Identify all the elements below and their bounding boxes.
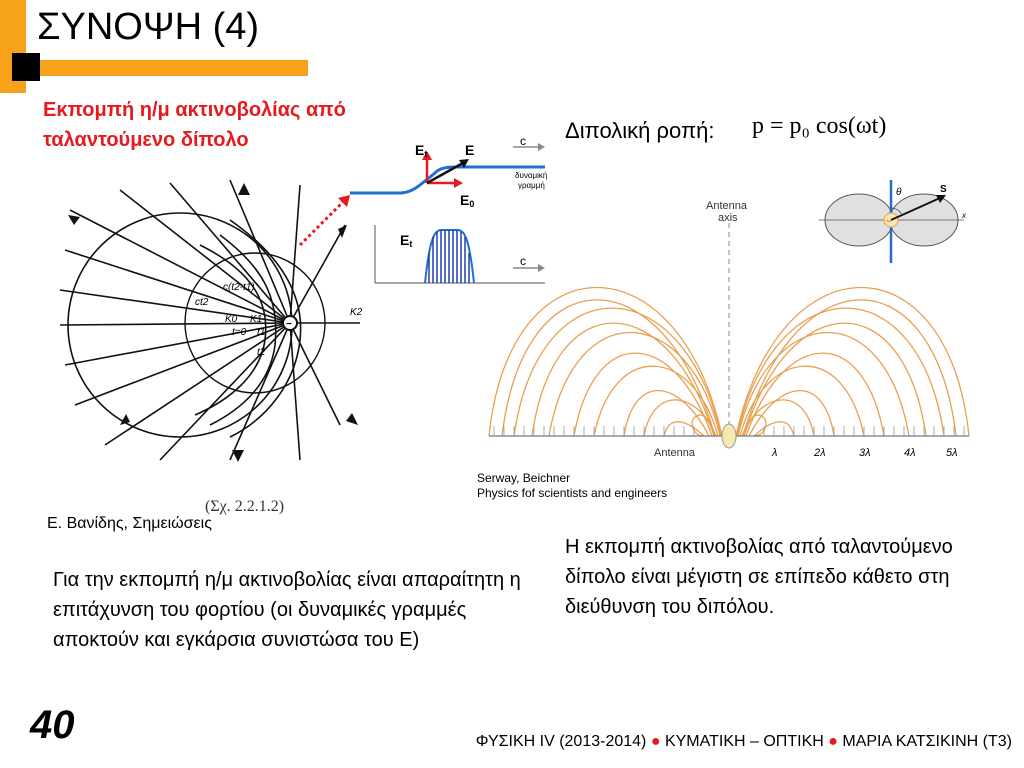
subtitle: Εκπομπή η/μ ακτινοβολίας από ταλαντούμενο δίπολο (43, 99, 346, 151)
axis-label-1: Antenna (706, 200, 747, 212)
footer (476, 733, 1012, 751)
inset-x: x (962, 211, 966, 220)
footer-separator-2: ● (828, 733, 838, 750)
label-k0: K0 (225, 314, 238, 325)
antenna-label: Antenna (654, 447, 695, 459)
footer-course: ΦΥΣΙΚΗ IV (2013-2014) (475, 733, 647, 750)
dipole-moment-label: Διπολική ροπή: (565, 118, 715, 143)
accent-square (12, 53, 40, 81)
inset-et-label: Et (415, 142, 428, 159)
axis-label-2: axis (718, 212, 738, 224)
label-k1: K1 (250, 314, 263, 325)
label-ct2: ct2 (195, 297, 209, 308)
inset-e-label: E (465, 142, 475, 158)
label-t0: t=0 (232, 327, 247, 338)
tick-1: λ (772, 447, 778, 459)
accent-bar-horizontal (26, 60, 308, 76)
tick-3: 3λ (859, 447, 871, 459)
footer-topic: ΚΥΜΑΤΙΚΗ – ΟΠΤΙΚΗ (664, 733, 824, 750)
page-number: 40 (30, 703, 75, 747)
dipole-moment-formula: p = p₀ cos(ωt) (752, 113, 887, 139)
tick-4: 4λ (904, 447, 916, 459)
radiation-maximum-text: Η εκπομπή ακτινοβολίας από ταλαντούμενο δίπολο είναι μέγιστη σε επίπεδο κάθετο στη διεύθυνση του διπόλου. (565, 536, 953, 618)
reference-title: Physics fof scientists and engineers (477, 486, 668, 500)
inset-s: S (940, 184, 947, 195)
tick-5: 5λ (946, 447, 958, 459)
reference-authors: Serway, Beichner (477, 471, 571, 485)
page-title: ΣΥΝΟΨΗ (4) (37, 6, 260, 48)
svg-text:−: − (286, 319, 292, 330)
inset-e0-label: E0 (460, 192, 475, 209)
inset-et2-label: Et (400, 232, 413, 249)
footer-author: ΜΑΡΙΑ ΚΑΤΣΙΚΙΝΗ (Τ3) (842, 733, 1012, 750)
footer-separator-1: ● (650, 733, 661, 750)
inset-theta: θ (896, 187, 902, 198)
tick-2: 2λ (814, 447, 826, 459)
dipole-radiation-pattern (484, 178, 974, 468)
figure-caption: (Σχ. 2.2.1.2) (205, 498, 285, 515)
inset-line-label-2: γραμμή (518, 181, 545, 190)
label-k2: K2 (350, 307, 363, 318)
link-arrow (295, 190, 355, 250)
label-t2: t2 (257, 347, 266, 358)
figure-credit: Ε. Βανίδης, Σημειώσεις (47, 515, 212, 532)
inset-c-label: c (520, 134, 526, 148)
inset-line-label-1: δυναμική (515, 171, 548, 180)
svg-text:~: ~ (886, 216, 892, 226)
label-t1: t1 (257, 327, 266, 338)
inset-c2-label: c (520, 254, 526, 268)
label-c-t2-t1: c(t2-t1) (223, 282, 255, 293)
acceleration-text: Για την εκπομπή η/μ ακτινοβολίας είναι απαραίτητη η επιτάχυνση του φορτίου (οι δυναμικές γραμμές αποκτούν και εγκάρσια συνιστώσα του Ε) (53, 569, 521, 651)
